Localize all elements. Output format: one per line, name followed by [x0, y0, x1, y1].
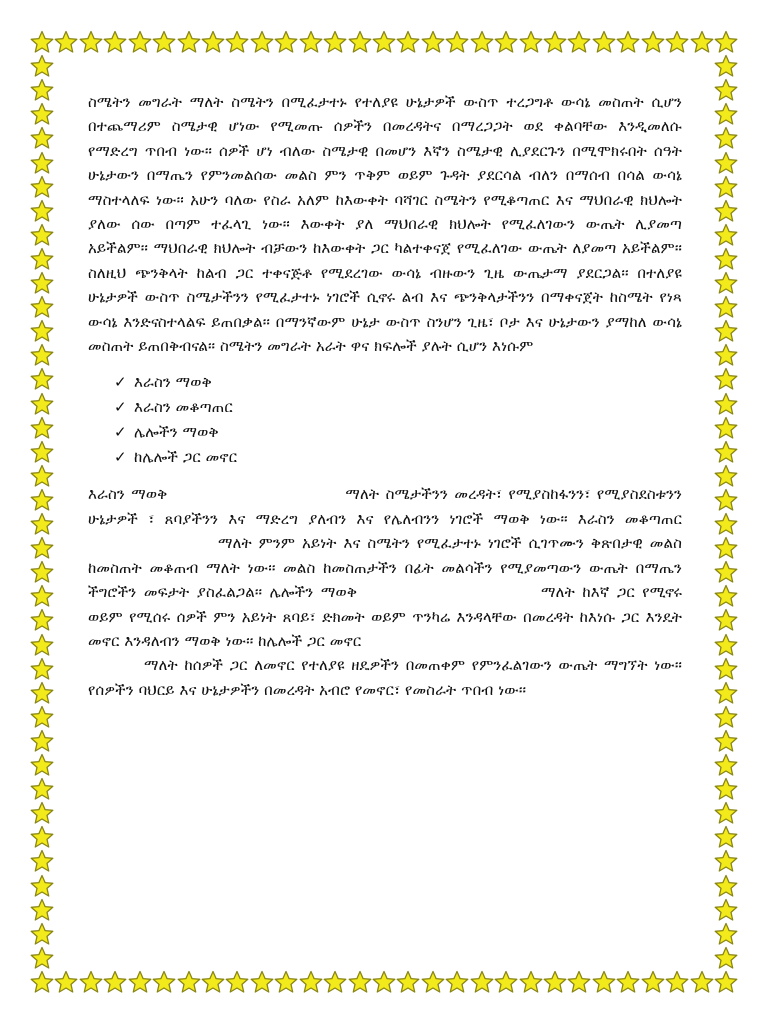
star-icon: [30, 753, 54, 777]
star-icon: [30, 271, 54, 295]
star-icon: [30, 801, 54, 825]
star-icon: [30, 922, 54, 946]
star-icon: [250, 970, 274, 994]
star-icon: [30, 343, 54, 367]
star-icon: [714, 512, 738, 536]
star-icon: [30, 440, 54, 464]
star-icon: [274, 970, 298, 994]
star-icon: [30, 536, 54, 560]
star-icon: [714, 175, 738, 199]
star-icon: [30, 488, 54, 512]
star-icon: [714, 898, 738, 922]
star-icon: [30, 560, 54, 584]
star-icon: [592, 970, 616, 994]
star-icon: [714, 416, 738, 440]
star-icon: [714, 199, 738, 223]
star-icon: [30, 849, 54, 873]
star-icon: [519, 970, 543, 994]
star-icon: [177, 30, 201, 54]
star-icon: [323, 30, 347, 54]
star-icon: [30, 392, 54, 416]
list-item-label: ሌሎችን ማወቅ: [134, 423, 219, 442]
star-icon: [79, 970, 103, 994]
star-icon: [714, 536, 738, 560]
star-icon: [30, 78, 54, 102]
star-icon: [30, 30, 54, 54]
star-icon: [494, 970, 518, 994]
star-icon: [714, 970, 738, 994]
term-knowing-others: ሌሎችን ማወቅ: [269, 583, 358, 602]
intro-paragraph: ስሜትን መግራት ማለት ስሜትን በሚፈታተኑ የተለያዩ ሁኔታዎች ውስጥ ተረጋግቶ ውሳኔ መስጠት ሲሆን በተጨማሪም ስሜታዊ ሆነው የሚመጡ ሰዎችን በመረዳትና በማረጋጋት ወደ ቀልባቸው እንዲመለሱ የማድረግ ጥበብ ነው፡፡ ሰዎች ሆነ ብለው ስሜታዊ በመሆን እኛን ስሜታዊ ሊያደርጉን በሚሞክሩበት ሰዓት ሁኔታውን በማጤን የምንመልሰው መልስ ምን ጥቅም ወይም ጉዳት ያደርሳል ብለን በማሰብ በሳል ውሳኔ ማስተላለፍ ነው፡፡ አሁን ባለው የስራ አለም ከእውቀት ባሻገር ስሜትን የሚቆጣጠር እና ማህበራዊ ክህሎት ያለው ሰው በጣም ተፈላጊ ነው፡፡ እውቀት ያለ ማህበራዊ ክህሎት የሚፈለገውን ውጤት ሊያመጣ አይችልም፡፡ ማህበራዊ ክህሎት ብቻውን ከእውቀት ጋር ካልተቀናጀ የሚፈለገው ውጤት ለያመጣ አይችልም፡፡ ስለዚህ ጭንቅላት ከልብ ጋር ተቀናጅቶ የሚደረገው ውሳኔ ብዙውን ጊዜ ውጤታማ ያደርጋል፡፡ በተለያዩ ሁኔታዎች ውስጥ ስሜታችንን የሚፈታተኑ ነገሮች ሲኖሩ ልብ እና ጭንቅላታችንን በማቀናጀት ከስሜት የነጻ ውሳኔ እንድናስተላልፍ ይጠበቃል፡፡ በማንኛውም ሁኔታ ውስጥ ስንሆን ጊዜ፣ ቦታ እና ሁኔታውን ያማከለ ውሳኔ መስጠት ይጠበቅብናል፡፡ ስሜትን መግራት አራት ዋና ክፍሎች ያሉት ሲሆን እነሱም: [88, 93, 682, 356]
star-icon: [714, 151, 738, 175]
star-icon: [714, 464, 738, 488]
star-icon: [714, 849, 738, 873]
star-icon: [54, 970, 78, 994]
star-icon: [714, 584, 738, 608]
star-icon: [54, 30, 78, 54]
definition-self-awareness: ማለት ስሜታችንን መረዳት፣ የሚያስከፋንን፣ የሚያስደስቱንን ሁኔታዎች ፣ ጸባያችንን እና ማድረግ ያለብን እና የሌለብንን ነገሮች ማወቅ ነው፡፡: [88, 485, 682, 528]
star-icon: [519, 30, 543, 54]
star-icon: [714, 681, 738, 705]
list-item-label: እራስን ማወቅ: [134, 373, 212, 392]
term-living-with-others: ከሌሎች ጋር መኖር: [258, 631, 362, 650]
star-icon: [30, 151, 54, 175]
star-icon: [567, 970, 591, 994]
star-icon: [470, 970, 494, 994]
star-icon: [30, 729, 54, 753]
star-icon: [30, 512, 54, 536]
star-icon: [103, 970, 127, 994]
checkmark-icon: ✓: [114, 448, 127, 467]
star-icon: [714, 367, 738, 391]
definition-living-with-others: ማለት ከሰዎች ጋር ለመኖር የተለያዩ ዘዴዎችን በመጠቀም የምንፈልገውን ውጤት ማግኘት ነው፡፡ የሰዎችን ባህርይ እና ሁኔታዎችን በመረዳት አብሮ የመኖር፣ የመስራት ጥበብ ነው፡፡: [88, 656, 682, 699]
star-icon: [665, 970, 689, 994]
star-icon: [30, 825, 54, 849]
term-self-awareness: እራስን ማወቅ: [88, 485, 168, 504]
star-icon: [714, 30, 738, 54]
star-icon: [714, 922, 738, 946]
star-icon: [714, 440, 738, 464]
star-icon: [372, 970, 396, 994]
star-icon: [372, 30, 396, 54]
definition-self-control: ማለት ምንም አይነት እና ስሜትን የሚፈታተኑ ነገሮች ሲገጥሙን ቅጽበታዊ መልስ ከመስጠት መቆጠብ ማለት ነው፡፡ መልስ ከመስጠታችን በፊት መልሳችን የሚያመጣውን ውጤት በማጤን ችግሮችን መፍታት ያስፈልጋል፡፡: [88, 534, 682, 602]
star-icon: [714, 319, 738, 343]
star-icon: [714, 488, 738, 512]
star-icon: [641, 30, 665, 54]
star-icon: [348, 30, 372, 54]
star-icon: [714, 392, 738, 416]
star-icon: [30, 199, 54, 223]
star-icon: [714, 78, 738, 102]
star-icon: [30, 102, 54, 126]
star-icon: [396, 30, 420, 54]
star-icon: [445, 30, 469, 54]
list-item: [114, 420, 682, 445]
checkmark-icon: ✓: [114, 423, 127, 442]
star-icon: [225, 30, 249, 54]
list-item-label: ከሌሎች ጋር መኖር: [134, 448, 238, 467]
document-body: [88, 90, 682, 702]
list-item-label: እራስን መቆጣጠር: [134, 398, 233, 417]
star-icon: [714, 777, 738, 801]
component-list: [88, 370, 682, 470]
star-icon: [128, 970, 152, 994]
definition-knowing-others: ማለት ከእኛ ጋር የሚኖሩ ወይም የሚሰሩ ሰዎች ምን አይነት ጸባይ፣ ድክመት ወይም ጥንካሬ እንዳላቸው በመረዳት ከእነሱ ጋር እንዴት መኖር እንዳለብን ማወቅ ነው፡፡: [88, 583, 682, 650]
star-icon: [299, 970, 323, 994]
star-icon: [30, 777, 54, 801]
star-icon: [274, 30, 298, 54]
star-icon: [30, 608, 54, 632]
star-icon: [567, 30, 591, 54]
star-icon: [30, 126, 54, 150]
star-icon: [30, 295, 54, 319]
list-item: [114, 445, 682, 470]
star-icon: [128, 30, 152, 54]
star-icon: [30, 970, 54, 994]
star-icon: [714, 633, 738, 657]
star-icon: [30, 319, 54, 343]
star-icon: [225, 970, 249, 994]
star-icon: [201, 970, 225, 994]
star-icon: [30, 247, 54, 271]
star-icon: [714, 126, 738, 150]
star-icon: [714, 729, 738, 753]
star-icon: [665, 30, 689, 54]
star-icon: [714, 102, 738, 126]
star-icon: [714, 560, 738, 584]
star-icon: [30, 367, 54, 391]
star-icon: [592, 30, 616, 54]
star-icon: [714, 223, 738, 247]
star-icon: [714, 295, 738, 319]
star-icon: [79, 30, 103, 54]
star-icon: [445, 970, 469, 994]
star-icon: [30, 946, 54, 970]
star-icon: [30, 705, 54, 729]
star-icon: [714, 946, 738, 970]
checkmark-icon: ✓: [114, 398, 127, 417]
star-icon: [714, 753, 738, 777]
star-icon: [30, 54, 54, 78]
star-icon: [30, 898, 54, 922]
star-icon: [323, 970, 347, 994]
term-self-control: እራስን መቆጣጠር: [577, 509, 683, 528]
star-icon: [690, 970, 714, 994]
star-icon: [714, 705, 738, 729]
star-icon: [714, 247, 738, 271]
star-icon: [30, 175, 54, 199]
star-icon: [421, 970, 445, 994]
star-icon: [396, 970, 420, 994]
list-item: [114, 395, 682, 420]
star-icon: [616, 970, 640, 994]
star-icon: [714, 54, 738, 78]
star-icon: [543, 970, 567, 994]
star-icon: [543, 30, 567, 54]
star-icon: [250, 30, 274, 54]
star-icon: [30, 584, 54, 608]
star-icon: [30, 633, 54, 657]
star-icon: [201, 30, 225, 54]
list-item: [114, 370, 682, 395]
star-icon: [494, 30, 518, 54]
star-icon: [470, 30, 494, 54]
star-icon: [690, 30, 714, 54]
star-icon: [30, 681, 54, 705]
star-icon: [152, 970, 176, 994]
star-icon: [30, 464, 54, 488]
star-icon: [152, 30, 176, 54]
star-icon: [421, 30, 445, 54]
star-icon: [714, 657, 738, 681]
star-icon: [299, 30, 323, 54]
star-icon: [641, 970, 665, 994]
checkmark-icon: ✓: [114, 373, 127, 392]
star-icon: [714, 343, 738, 367]
star-icon: [30, 874, 54, 898]
detail-paragraph: [88, 482, 682, 702]
star-icon: [30, 657, 54, 681]
star-icon: [30, 223, 54, 247]
star-icon: [714, 801, 738, 825]
star-icon: [348, 970, 372, 994]
star-icon: [714, 271, 738, 295]
star-icon: [30, 416, 54, 440]
star-icon: [177, 970, 201, 994]
star-icon: [714, 608, 738, 632]
star-icon: [714, 825, 738, 849]
star-icon: [714, 874, 738, 898]
star-icon: [103, 30, 127, 54]
star-icon: [616, 30, 640, 54]
